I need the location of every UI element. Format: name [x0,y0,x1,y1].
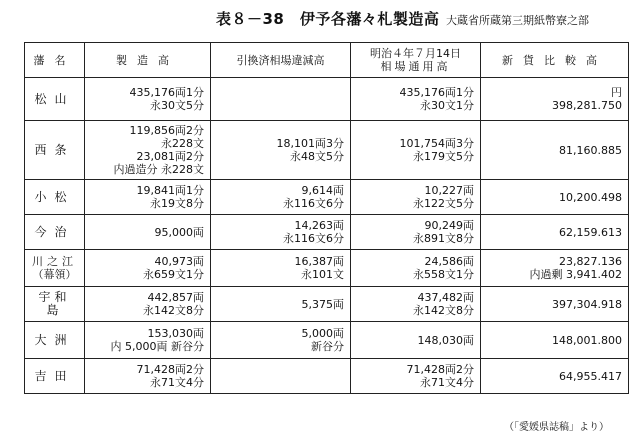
meiji-value: 24,586両 [424,255,474,268]
meiji-cell [351,250,481,287]
meiji-cell [351,322,481,359]
hikikae-cell [211,121,351,180]
seizo-cell [85,359,211,394]
meiji-cell [351,121,481,180]
shinka-value: 62,159.613 [559,225,622,239]
hikikae-value: 18,101両3分 [276,137,344,150]
meiji-cell [351,180,481,215]
han-name-line2: （幕領） [32,268,77,281]
han-name: 宇和島 [25,287,85,322]
meiji-value: 10,227両 [424,184,474,197]
meiji-value: 437,482両 [417,291,474,304]
shinka-note-line [487,268,622,281]
hikikae-cell [211,287,351,322]
shinka-cell [481,180,629,215]
meiji-value: 101,754両3分 [399,137,474,150]
shinka-value: 3,941.402 [566,268,622,281]
seizo-value: 19,841両1分 [136,184,204,197]
seizo-value: 永659文1分 [143,268,204,281]
header-row [25,43,629,78]
han-name: 今治 [25,215,85,250]
seizo-value: 153,030両 [147,327,204,340]
title-line [0,6,640,30]
seizo-value: 永142文8分 [143,304,204,317]
hikikae-value: 永116文6分 [283,232,344,245]
table-title: 表８－38 伊予各藩々札製造高 [216,10,440,28]
hikikae-value: 5,375両 [301,297,344,311]
table-row [25,287,629,322]
shinka-cell [481,215,629,250]
header-seizoudaka: 製造高 [85,43,211,78]
han-name: 吉田 [25,359,85,394]
hikikae-value: 永101文 [301,268,344,281]
shinka-cell [481,287,629,322]
seizo-value: 永19文8分 [150,197,204,210]
header-meiji-line2: 相場通用高 [380,60,451,73]
shinka-value: 397,304.918 [552,297,622,311]
seizo-value: 永228文 [161,163,204,176]
meiji-value: 90,249両 [424,219,474,232]
hikikae-value: 永48文5分 [290,150,344,163]
table-row [25,250,629,287]
seizo-value: 435,176両1分 [129,86,204,99]
meiji-value: 435,176両1分 [399,86,474,99]
header-hikikae: 引換済相場違減高 [211,43,351,78]
seizo-value: 23,081両2分 [136,150,204,163]
seizo-cell [85,322,211,359]
hikikae-value: 9,614両 [301,184,344,197]
shinka-value: 10,200.498 [559,190,622,204]
seizo-cell [85,121,211,180]
shinka-value: 398,281.750 [552,99,622,112]
seizo-value: 永228文 [161,137,204,150]
table-row [25,180,629,215]
hikikae-cell [211,180,351,215]
header-meiji [351,43,481,78]
table-subtitle: 大蔵省所蔵第三期紙幣寮之部 [446,14,589,27]
meiji-cell [351,359,481,394]
meiji-cell [351,78,481,121]
meiji-value: 永891文8分 [413,232,474,245]
hikikae-cell [211,322,351,359]
seizo-value: 95,000両 [154,225,204,239]
seizo-value: 永71文4分 [150,376,204,389]
table-row [25,215,629,250]
shinka-value: 148,001.800 [552,333,622,347]
hikikae-value: 新谷分 [311,340,344,353]
shinka-value: 64,955.417 [559,369,622,383]
meiji-value: 71,428両2分 [406,363,474,376]
han-name: 大洲 [25,322,85,359]
seizo-value: 442,857両 [147,291,204,304]
hikikae-cell [211,215,351,250]
han-name [25,250,85,287]
han-name: 小松 [25,180,85,215]
table-row [25,359,629,394]
meiji-value: 永179文5分 [413,150,474,163]
source-note: （「愛媛県誌稿」より） [504,422,609,433]
seizo-cell [85,287,211,322]
seizo-cell [85,215,211,250]
data-table [24,42,629,394]
shinka-cell [481,250,629,287]
seizo-note: 内 [110,340,122,353]
hikikae-value: 14,263両 [294,219,344,232]
han-name: 西条 [25,121,85,180]
hikikae-cell [211,250,351,287]
hikikae-value: 5,000両 [301,327,344,340]
seizo-cell [85,78,211,121]
meiji-cell [351,215,481,250]
header-meiji-line1: 明治４年７月14日 [370,47,461,60]
meiji-cell [351,287,481,322]
shinka-value: 81,160.885 [559,143,622,157]
hikikae-cell [211,78,351,121]
han-name: 松山 [25,78,85,121]
table-row [25,121,629,180]
seizo-cell [85,180,211,215]
meiji-value: 148,030両 [417,333,474,347]
seizo-note-line [91,340,204,353]
header-han: 藩名 [25,43,85,78]
header-shinka: 新貨比較高 [481,43,629,78]
seizo-cell [85,250,211,287]
seizo-note-line [91,163,204,176]
hikikae-value: 16,387両 [294,255,344,268]
seizo-value: 40,973両 [154,255,204,268]
seizo-note: 内過造分 [113,163,158,176]
meiji-value: 永122文5分 [413,197,474,210]
meiji-value: 永71文4分 [420,376,474,389]
hikikae-value: 永116文6分 [283,197,344,210]
shinka-cell [481,78,629,121]
shinka-value: 23,827.136 [559,255,622,268]
shinka-cell [481,322,629,359]
shinka-cell [481,359,629,394]
seizo-value: 119,856両2分 [129,124,204,137]
meiji-value: 永142文8分 [413,304,474,317]
table-row [25,322,629,359]
meiji-value: 永30文1分 [420,99,474,112]
han-name-line1: 川之江 [32,255,77,268]
seizo-value: 永30文5分 [150,99,204,112]
hikikae-cell [211,359,351,394]
seizo-value: 71,428両2分 [136,363,204,376]
shinka-note: 内過剰 [529,268,563,281]
table-row [25,78,629,121]
shinka-cell [481,121,629,180]
seizo-value: 5,000両 新谷分 [125,340,204,353]
meiji-value: 永558文1分 [413,268,474,281]
shinka-unit: 円 [611,86,622,99]
